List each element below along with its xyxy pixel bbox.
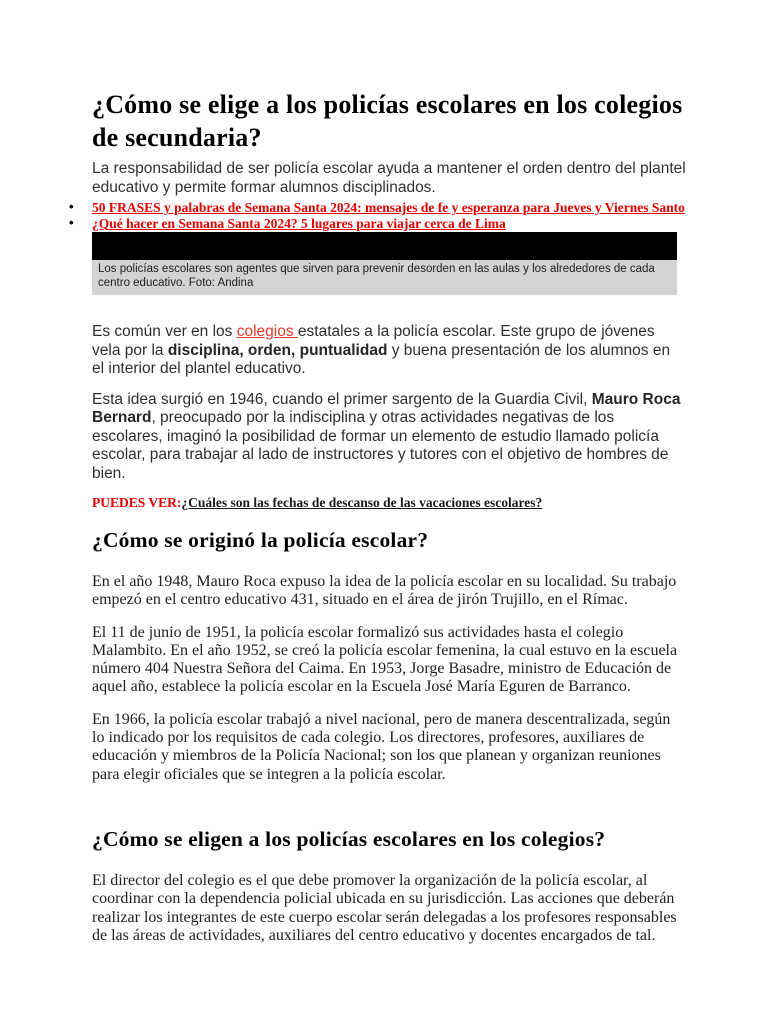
image-caption: Los policías escolares son agentes que sirven para prevenir desorden en las aulas y los alrededores de cada centro educativo. Foto: Andina — [92, 260, 677, 295]
paragraph-text: , preocupado por la indisciplina y otras actividades negativas de los escolares, imaginó la posibilidad de formar un elemento de estudio llamado policía escolar, para trabajar al lado de instructores y tutores con el objetivo de hombres de bien. — [92, 409, 669, 482]
intro-paragraph — [92, 391, 686, 484]
body-paragraph: En el año 1948, Mauro Roca expuso la idea de la policía escolar en su localidad. Su trabajo empezó en el centro educativo 431, situado en el área de jirón Trujillo, en el Rímac. — [92, 573, 677, 609]
body-paragraph: El 11 de junio de 1951, la policía escolar formalizó sus actividades hasta el colegio Malambito. En el año 1952, se creó la policía escolar femenina, la cual estuvo en la escuela número 404 Nuestra Señora del Caima. En 1953, Jorge Basadre, ministro de Educación de aquel año, establece la policía escolar en la Escuela José María Eguren de Barranco. — [92, 623, 678, 696]
bold-text: Mauro Roca Bernard — [92, 390, 681, 426]
body-paragraph: El director del colegio es el que debe promover la organización de la policía escolar, al coordinar con la dependencia policial ubicada en su jurisdicción. Las acciones que deberán realizar los integrantes de este cuerpo escolar serán delegadas a los profesores responsables de las áreas de actividades, auxiliares del centro educativo y docentes encargados de tal. — [92, 871, 677, 944]
article-figure — [92, 232, 677, 295]
puedes-ver-line — [92, 495, 693, 511]
body-paragraph: En 1966, la policía escolar trabajó a nivel nacional, pero de manera descentralizada, según lo indicado por los requisitos de cada colegio. Los directores, profesores, auxiliares de educación y miembros de la Policía Nacional; son los que planean y organizan reuniones para elegir oficiales que se integren a la policía escolar. — [92, 710, 671, 783]
paragraph-text: estatales a la policía escolar. Este grupo de jóvenes vela por la — [92, 323, 655, 359]
intro-paragraph — [92, 323, 686, 379]
article-subtitle: La responsabilidad de ser policía escolar ayuda a mantener el orden dentro del plantel educativo y permite formar alumnos disciplinados. — [92, 160, 686, 196]
list-item — [69, 199, 686, 216]
section-heading-origin: ¿Cómo se originó la policía escolar? — [92, 528, 429, 552]
related-links-list — [69, 199, 686, 231]
puedes-ver-label: PUEDES VER: — [92, 495, 182, 510]
bullet-icon: • — [69, 199, 74, 214]
paragraph-text: y buena presentación de los alumnos en el interior del plantel educativo. — [92, 341, 671, 377]
bullet-icon: • — [69, 214, 74, 230]
colegios-link[interactable]: colegios — [236, 323, 298, 340]
list-item — [69, 214, 686, 232]
page-title: ¿Cómo se elige a los policías escolares en los colegios de secundaria? — [92, 90, 683, 152]
related-link-semana-santa-frases[interactable]: 50 FRASES y palabras de Semana Santa 2024: mensajes de fe y esperanza para Jueves y Viernes Santo — [92, 200, 685, 215]
section-heading-election: ¿Cómo se eligen a los policías escolares en los colegios? — [92, 826, 606, 851]
paragraph-text: Es común ver en los — [92, 323, 237, 340]
article-image — [92, 232, 677, 260]
related-link-semana-santa-lugares[interactable]: ¿Qué hacer en Semana Santa 2024? 5 lugares para viajar cerca de Lima — [92, 215, 506, 231]
bold-text: disciplina, orden, puntualidad — [167, 341, 388, 359]
paragraph-text: Esta idea surgió en 1946, cuando el primer sargento de la Guardia Civil, — [92, 390, 592, 408]
puedes-ver-link[interactable]: ¿Cuáles son las fechas de descanso de las vacaciones escolares? — [181, 495, 543, 510]
